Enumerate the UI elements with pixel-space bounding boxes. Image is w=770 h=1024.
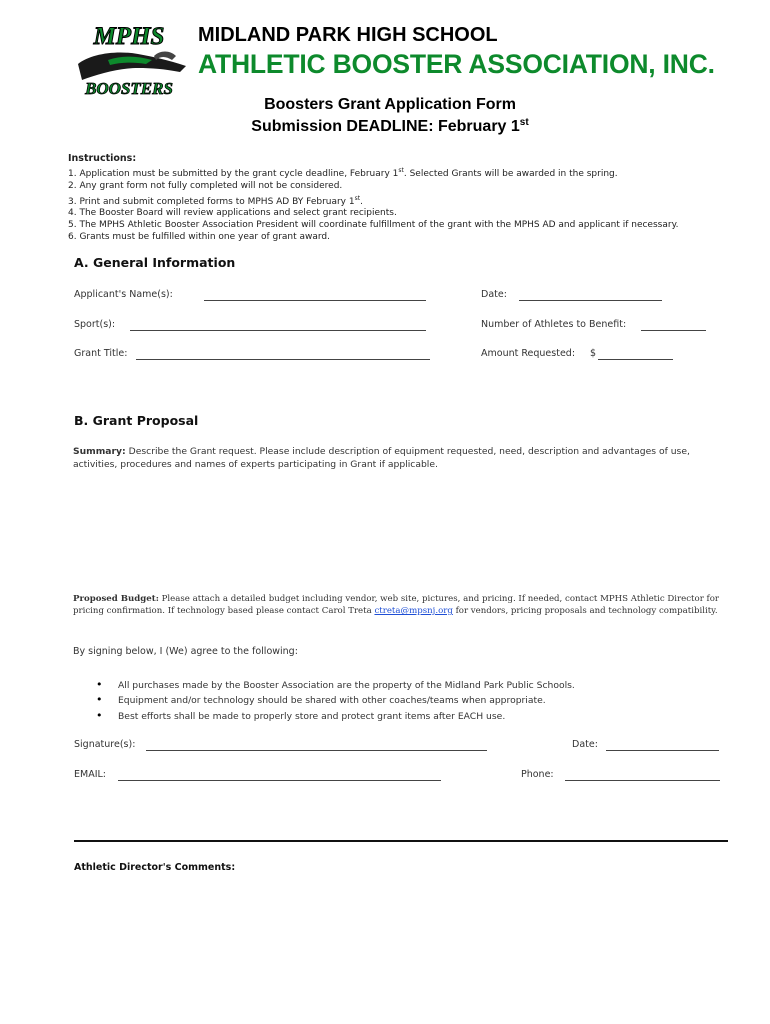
agreement-item: • Best efforts shall be made to properly store and protect grant items after EACH use. xyxy=(96,709,575,724)
athletes-label: Number of Athletes to Benefit: xyxy=(481,319,627,330)
sport-label: Sport(s): xyxy=(74,319,116,330)
agreement-list xyxy=(96,678,575,724)
association-name: ATHLETIC BOOSTER ASSOCIATION, INC. xyxy=(198,49,715,79)
ad-comments-label: Athletic Director's Comments: xyxy=(74,862,236,873)
form-title: Boosters Grant Application Form xyxy=(264,96,516,113)
instruction-item: 1. Application must be submitted by the grant cycle deadline, February 1st. Selected Grants will be awarded in the spring. xyxy=(68,167,618,179)
grant-title-field[interactable] xyxy=(136,358,430,360)
agreement-item: • Equipment and/or technology should be shared with other coaches/teams when appropriate. xyxy=(96,693,575,708)
budget-email-link[interactable]: ctreta@mpsnj.org xyxy=(374,606,453,616)
budget-paragraph: Proposed Budget: Please attach a detailed budget including vendor, web site, pictures, and pricing. If needed, contact MPHS Athletic Director for pricing confirmation. If technology based please contact Carol Treta ctreta@mpsnj.org for vendors, pricing proposals and technology compatibility. xyxy=(73,594,719,616)
school-name: MIDLAND PARK HIGH SCHOOL xyxy=(198,24,498,46)
applicant-name-field[interactable] xyxy=(204,299,426,301)
signature-date-field[interactable] xyxy=(606,749,719,751)
amount-label: Amount Requested: xyxy=(481,348,576,359)
instruction-item: 3. Print and submit completed forms to MPHS AD BY February 1st. xyxy=(68,194,363,207)
instructions-list xyxy=(68,165,678,244)
instruction-item: 2. Any grant form not fully completed will not be considered. xyxy=(68,180,343,191)
instruction-item: 4. The Booster Board will review applications and select grant recipients. xyxy=(68,208,397,219)
signature-date-label: Date: xyxy=(572,739,598,750)
amount-prefix: $ xyxy=(590,348,597,359)
logo-text-bottom: BOOSTERS xyxy=(85,79,173,98)
deadline-text: Submission DEADLINE: February 1st xyxy=(251,117,529,135)
general-info-heading: A. General Information xyxy=(74,255,236,270)
date-field[interactable] xyxy=(519,299,662,301)
email-label: EMAIL: xyxy=(74,769,106,780)
sport-field[interactable] xyxy=(130,329,426,331)
athletes-field[interactable] xyxy=(641,329,706,331)
mphs-boosters-logo xyxy=(68,20,190,98)
signature-field[interactable] xyxy=(146,749,487,751)
grant-proposal-heading: B. Grant Proposal xyxy=(74,413,199,428)
instruction-item: 6. Grants must be fulfilled within one year of grant award. xyxy=(68,231,331,242)
section-divider xyxy=(74,840,728,842)
instructions-heading: Instructions: xyxy=(68,153,137,164)
phone-label: Phone: xyxy=(521,769,554,780)
amount-field[interactable] xyxy=(598,358,673,360)
email-field[interactable] xyxy=(118,779,441,781)
applicant-name-label: Applicant's Name(s): xyxy=(74,289,173,300)
agreement-item: • All purchases made by the Booster Association are the property of the Midland Park Public Schools. xyxy=(96,678,575,693)
signature-label: Signature(s): xyxy=(74,739,136,750)
summary-paragraph: Summary: Describe the Grant request. Please include description of equipment requested, need, description and advantages of use, activities, procedures and names of experts participating in Grant if applicable. xyxy=(73,446,690,470)
instruction-item: 5. The MPHS Athletic Booster Association President will coordinate fulfillment of the grant with the MPHS AD and applicant if necessary. xyxy=(68,220,679,231)
date-label: Date: xyxy=(481,289,507,300)
grant-title-label: Grant Title: xyxy=(74,348,128,359)
agree-text: By signing below, I (We) agree to the following: xyxy=(73,646,298,657)
logo-text-top: MPHS xyxy=(93,23,165,50)
phone-field[interactable] xyxy=(565,779,720,781)
